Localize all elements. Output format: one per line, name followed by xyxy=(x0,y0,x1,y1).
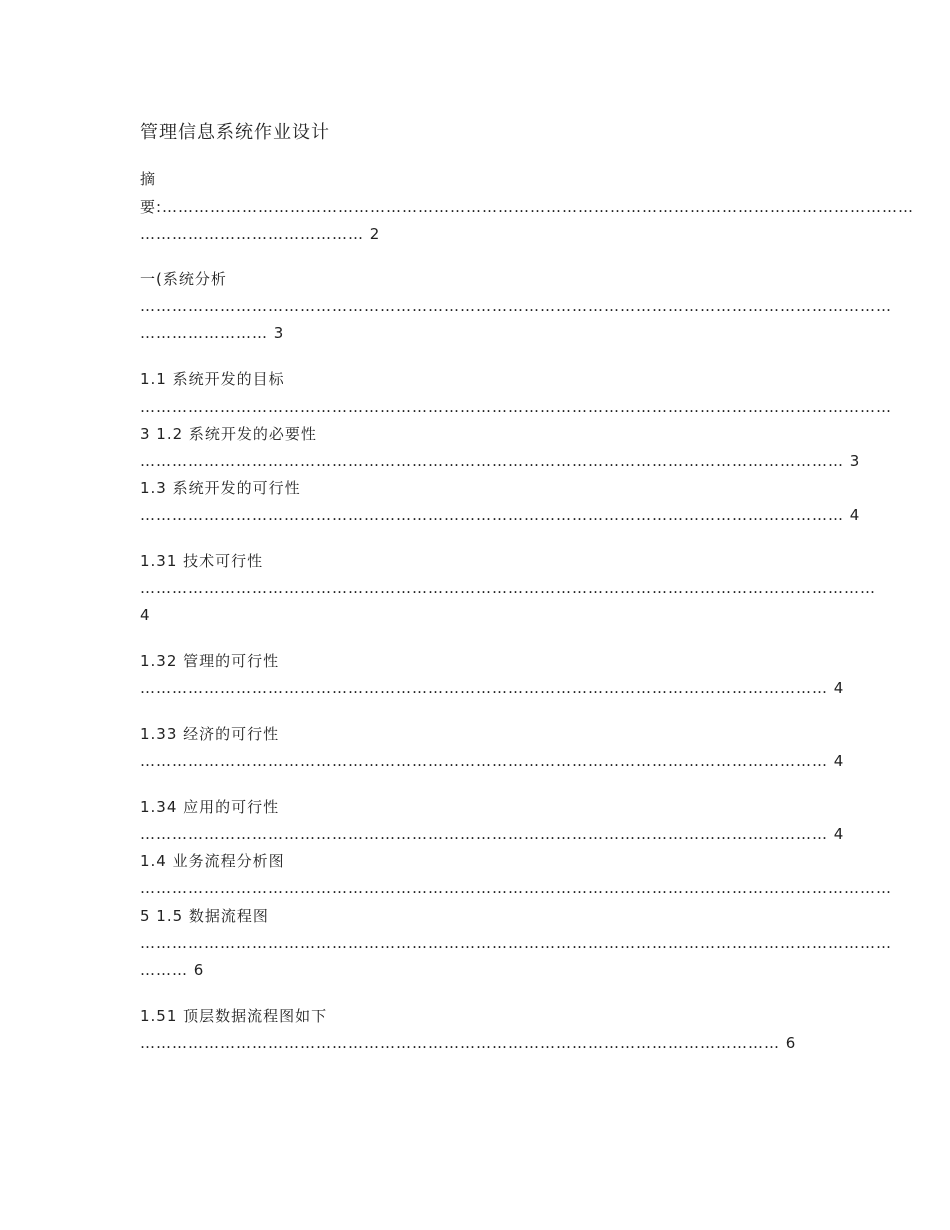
toc-line: ……… 6 xyxy=(140,961,205,979)
toc-line: 1.4 业务流程分析图 xyxy=(140,852,285,870)
document-title: 管理信息系统作业设计 xyxy=(140,122,330,143)
toc-line: ………………………………………………………………………………………………………………… 4 xyxy=(140,825,845,843)
toc-line: 1.32 管理的可行性 xyxy=(140,652,280,670)
toc-line: 3 1.2 系统开发的必要性 xyxy=(140,425,317,443)
toc-line: ………………………………………………………………………………………………………………… 4 xyxy=(140,679,845,697)
toc-line: …………………………………………………………………………………………………………………………… xyxy=(140,879,892,897)
toc-line: …………………………………………………………………………………………………………………… 3 xyxy=(140,452,861,470)
toc-line: 4 xyxy=(140,606,151,624)
toc-line: 5 1.5 数据流程图 xyxy=(140,907,269,925)
toc-line: …………………………………………………………………………………………………………………………… xyxy=(140,398,892,416)
toc-line: ………………………………………………………………………………………………………… 6 xyxy=(140,1034,797,1052)
toc-line: …………………………………………………………………………………………………………………………… xyxy=(140,934,892,952)
toc-line: …………………… 3 xyxy=(140,324,285,342)
toc-line: 1.31 技术可行性 xyxy=(140,552,264,570)
toc-line: 摘 xyxy=(140,170,157,188)
toc-line: …………………………………………………………………………………………………………………… 4 xyxy=(140,506,861,524)
toc-line: 要:…………………………………………………………………………………………………………………………… xyxy=(140,198,915,216)
toc-line: 1.34 应用的可行性 xyxy=(140,798,280,816)
toc-line: ………………………………………………………………………………………………………………………… xyxy=(140,579,876,597)
toc-line: 1.1 系统开发的目标 xyxy=(140,370,285,388)
toc-line: …………………………………… 2 xyxy=(140,225,381,243)
toc-line: 一(系统分析 xyxy=(140,270,227,288)
toc-line: 1.33 经济的可行性 xyxy=(140,725,280,743)
toc-line: ………………………………………………………………………………………………………………… 4 xyxy=(140,752,845,770)
toc-line: 1.3 系统开发的可行性 xyxy=(140,479,301,497)
toc-line: …………………………………………………………………………………………………………………………… xyxy=(140,297,892,315)
toc-line: 1.51 顶层数据流程图如下 xyxy=(140,1007,328,1025)
